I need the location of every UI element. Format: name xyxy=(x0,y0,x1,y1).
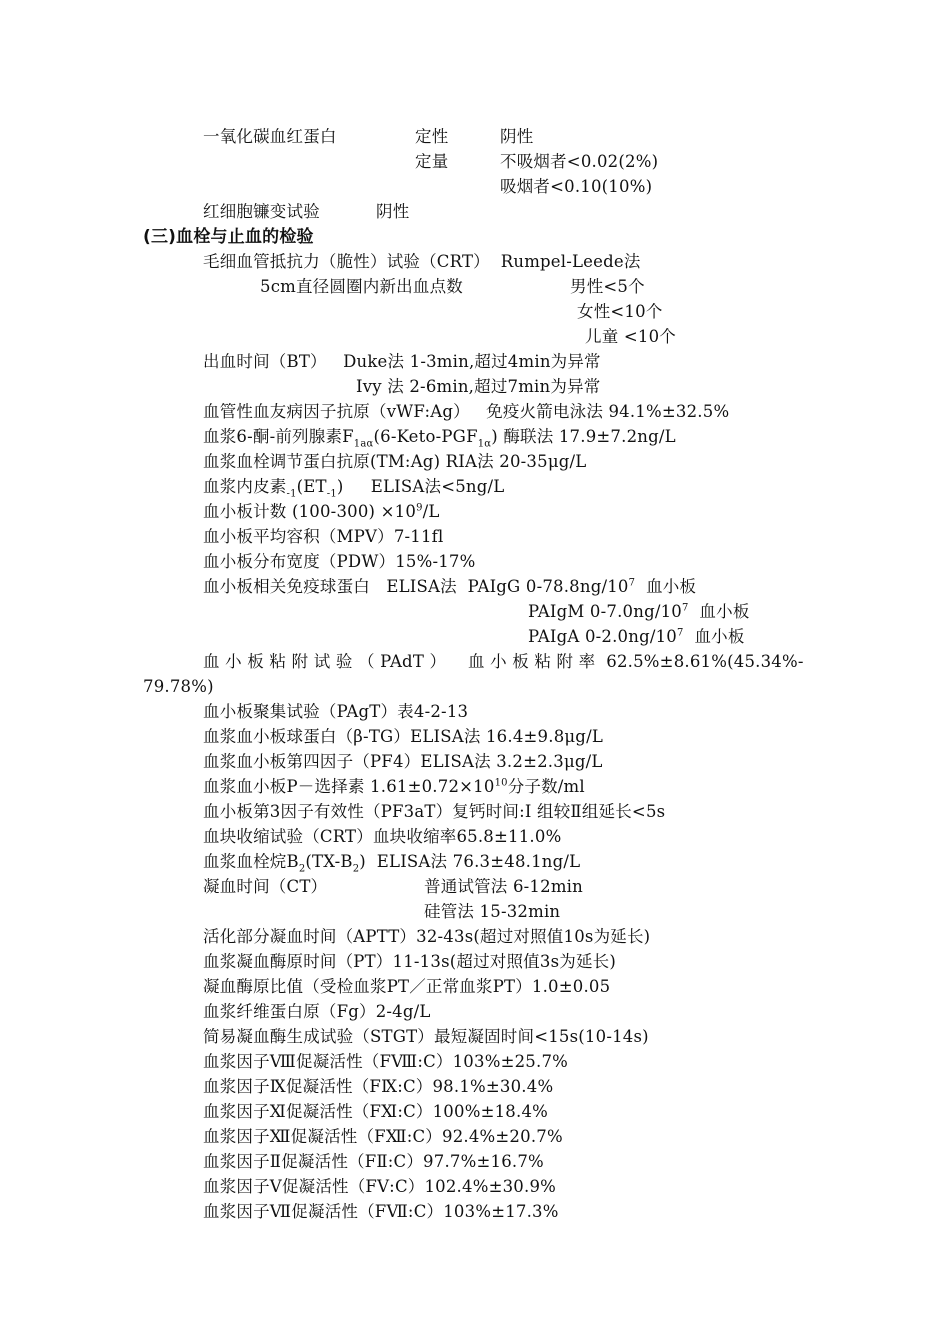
factor-7-line: 血浆因子Ⅶ促凝活性（FⅦ:C）103%±17.3% xyxy=(203,1202,559,1221)
paigm-line xyxy=(528,602,750,622)
paig-text: 血小板相关免疫球蛋白 ELISA法 PAIgG 0-78.8ng/10 xyxy=(203,577,629,596)
stgt-line: 简易凝血酶生成试验（STGT）最短凝固时间<15s(10-14s) xyxy=(203,1027,649,1046)
pgf-sub-2: 1α xyxy=(477,438,492,450)
factor-11-line: 血浆因子Ⅺ促凝活性（FⅪ:C）100%±18.4% xyxy=(203,1102,549,1121)
crt-female: 女性<10个 xyxy=(577,302,663,321)
p-selectin-line xyxy=(203,777,585,797)
et-text-a: 血浆内皮素 xyxy=(203,477,287,496)
plt-text-b: /L xyxy=(422,502,440,521)
sickle-test-label: 红细胞镰变试验 xyxy=(203,202,320,221)
paigm-sup: 7 xyxy=(681,602,689,614)
aptt-line: 活化部分凝血时间（APTT）32-43s(超过对照值10s为延长) xyxy=(203,927,651,946)
psel-text-a: 血浆血小板P－选择素 1.61±0.72×10 xyxy=(203,777,495,796)
pt-ratio-line: 凝血酶原比值（受检血浆PT／正常血浆PT）1.0±0.05 xyxy=(203,977,611,996)
paigm-text: PAIgM 0-7.0ng/10 xyxy=(528,602,682,621)
crt-line: 毛细血管抵抗力（脆性）试验（CRT） Rumpel-Leede法 xyxy=(203,252,641,271)
crt-desc: 5cm直径圆圈内新出血点数 xyxy=(260,277,463,296)
padt-continuation: 79.78%) xyxy=(143,677,214,696)
bt-ivy-line: Ivy 法 2-6min,超过7min为异常 xyxy=(356,377,601,396)
plt-text-a: 血小板计数 (100-300) ×10 xyxy=(203,502,417,521)
txb-sub-2: 2 xyxy=(352,863,360,875)
pf4-line: 血浆血小板第四因子（PF4）ELISA法 3.2±2.3μg/L xyxy=(203,752,603,771)
factor-9-line: 血浆因子Ⅸ促凝活性（FⅨ:C）98.1%±30.4% xyxy=(203,1077,554,1096)
txb-sub-1: 2 xyxy=(298,863,306,875)
pagt-line: 血小板聚集试验（PAgT）表4-2-13 xyxy=(203,702,469,721)
co-hb-label: 一氧化碳血红蛋白 xyxy=(203,127,337,146)
pgf-text-b: (6-Keto-PGF xyxy=(373,427,478,446)
psel-text-b: 分子数/ml xyxy=(507,777,585,796)
fibrinogen-line: 血浆纤维蛋白原（Fg）2-4g/L xyxy=(203,1002,431,1021)
factor-12-line: 血浆因子Ⅻ促凝活性（FⅫ:C）92.4%±20.7% xyxy=(203,1127,563,1146)
crt-male: 男性<5个 xyxy=(570,277,645,296)
section-heading: (三)血栓与止血的检验 xyxy=(143,227,314,247)
paig-line xyxy=(203,577,696,597)
ct-label: 凝血时间（CT） xyxy=(203,877,328,896)
plt-sup: 9 xyxy=(416,502,423,514)
co-nonsmoker-value: 不吸烟者<0.02(2%) xyxy=(500,152,659,171)
factor-8-line: 血浆因子Ⅷ促凝活性（FⅧ:C）103%±25.7% xyxy=(203,1052,569,1071)
et-sub-2: -1 xyxy=(326,488,337,500)
txb-text-c: ) ELISA法 76.3±48.1ng/L xyxy=(359,852,581,871)
et-text-b: (ET xyxy=(296,477,327,496)
txb-text-b: (TX-B xyxy=(305,852,353,871)
sickle-test-value: 阴性 xyxy=(376,202,410,221)
paiga-line xyxy=(528,627,745,647)
plt-line xyxy=(203,502,440,522)
paiga-unit: 血小板 xyxy=(683,627,745,646)
paiga-text: PAIgA 0-2.0ng/10 xyxy=(528,627,678,646)
mpv-line: 血小板平均容积（MPV）7-11fl xyxy=(203,527,444,546)
padt-line: 血 小 板 粘 附 试 验 （ PAdT ） 血 小 板 粘 附 率 62.5%±8.61%(45.34%- xyxy=(203,652,804,671)
co-qual-value: 阴性 xyxy=(500,127,534,146)
bt-line: 出血时间（BT） Duke法 1-3min,超过4min为异常 xyxy=(203,352,601,371)
pdw-line: 血小板分布宽度（PDW）15%-17% xyxy=(203,552,476,571)
pt-line: 血浆凝血酶原时间（PT）11-13s(超过对照值3s为延长) xyxy=(203,952,616,971)
psel-sup: 10 xyxy=(494,777,508,789)
ct-silicon-value: 硅管法 15-32min xyxy=(424,902,561,921)
vwf-line: 血管性血友病因子抗原（vWF:Ag） 免疫火箭电泳法 94.1%±32.5% xyxy=(203,402,730,421)
co-smoker-value: 吸烟者<0.10(10%) xyxy=(500,177,653,196)
et-text-c: ) ELISA法<5ng/L xyxy=(336,477,505,496)
crt-child: 儿童 <10个 xyxy=(585,327,676,346)
factor-5-line: 血浆因子Ⅴ促凝活性（FⅤ:C）102.4%±30.9% xyxy=(203,1177,557,1196)
et-line xyxy=(203,477,505,500)
txb-text-a: 血浆血栓烷B xyxy=(203,852,299,871)
factor-2-line: 血浆因子Ⅱ促凝活性（FⅡ:C）97.7%±16.7% xyxy=(203,1152,544,1171)
pgf-line xyxy=(203,427,676,450)
pgf-text-c: ) 酶联法 17.9±7.2ng/L xyxy=(491,427,676,446)
txb-line xyxy=(203,852,581,875)
pgf-sub-1: 1aα xyxy=(353,438,374,450)
clot-retraction-line: 血块收缩试验（CRT）血块收缩率65.8±11.0% xyxy=(203,827,562,846)
paigm-unit: 血小板 xyxy=(688,602,750,621)
co-quant-label: 定量 xyxy=(415,152,449,171)
paig-sup: 7 xyxy=(628,577,636,589)
pgf-text-a: 血浆6-酮-前列腺素F xyxy=(203,427,354,446)
tm-line: 血浆血栓调节蛋白抗原(TM:Ag) RIA法 20-35μg/L xyxy=(203,452,587,471)
paig-unit: 血小板 xyxy=(635,577,697,596)
paiga-sup: 7 xyxy=(677,627,684,639)
co-qual-label: 定性 xyxy=(415,127,449,146)
pf3-line: 血小板第3因子有效性（PF3aT）复钙时间:Ⅰ 组较Ⅱ组延长<5s xyxy=(203,802,666,821)
ct-tube-value: 普通试管法 6-12min xyxy=(424,877,583,896)
et-sub-1: -1 xyxy=(286,488,297,500)
btg-line: 血浆血小板球蛋白（β-TG）ELISA法 16.4±9.8μg/L xyxy=(203,727,603,746)
